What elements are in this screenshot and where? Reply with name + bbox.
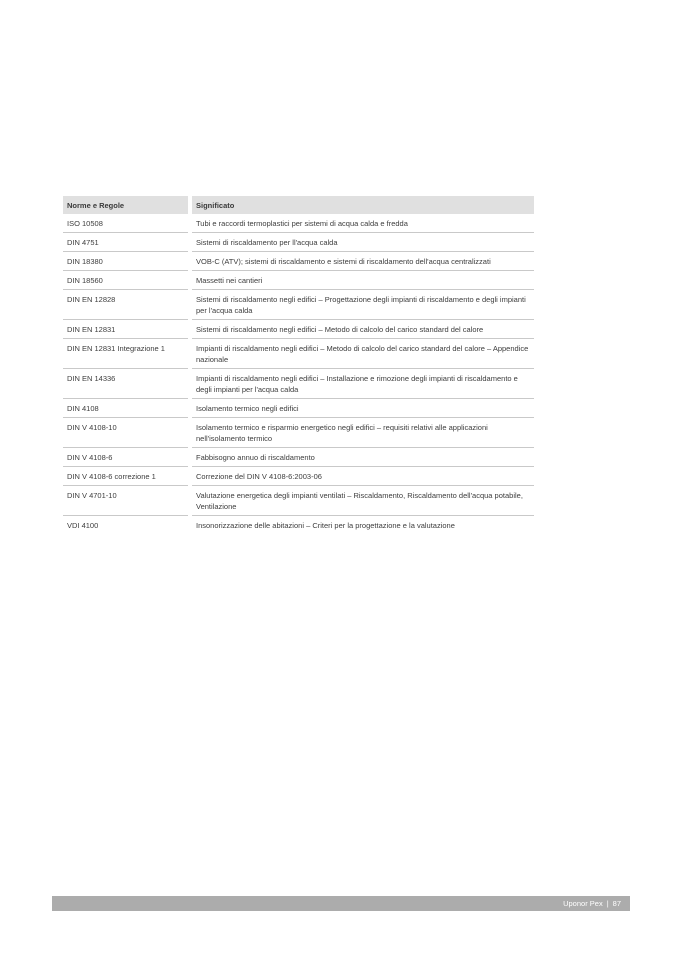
- norm-code-cell: DIN EN 12828: [63, 290, 188, 320]
- table-row: [63, 252, 534, 271]
- table-row: [63, 369, 534, 399]
- meaning-cell: Massetti nei cantieri: [192, 271, 534, 290]
- meaning-cell: Impianti di riscaldamento negli edifici – Metodo di calcolo del carico standard del calore – Appendice nazionale: [192, 339, 534, 369]
- table-row: [63, 271, 534, 290]
- table-row: [63, 290, 534, 320]
- table-header-row: [63, 196, 534, 214]
- norm-code-cell: DIN EN 12831 Integrazione 1: [63, 339, 188, 369]
- norms-table: [63, 196, 534, 534]
- meaning-cell: Sistemi di riscaldamento per ll'acqua calda: [192, 233, 534, 252]
- meaning-cell: Valutazione energetica degli impianti ventilati – Riscaldamento, Riscaldamento dell'acqua potabile, Ventilazione: [192, 486, 534, 516]
- table-row: [63, 516, 534, 534]
- table-row: [63, 320, 534, 339]
- column-header-norme: Norme e Regole: [63, 196, 188, 214]
- norm-code-cell: ISO 10508: [63, 214, 188, 233]
- meaning-cell: VOB-C (ATV); sistemi di riscaldamento e sistemi di riscaldamento dell'acqua centralizzati: [192, 252, 534, 271]
- norm-code-cell: DIN V 4108-6: [63, 448, 188, 467]
- meaning-cell: Insonorizzazione delle abitazioni – Criteri per la progettazione e la valutazione: [196, 521, 455, 530]
- footer-page-number: 87: [612, 899, 621, 908]
- table-row: [63, 418, 534, 448]
- table-row: [63, 399, 534, 418]
- norm-code-cell: DIN 18380: [63, 252, 188, 271]
- meaning-cell: Correzione del DIN V 4108-6:2003-06: [192, 467, 534, 486]
- table-row: [63, 339, 534, 369]
- norm-code-cell: DIN V 4701-10: [63, 486, 188, 516]
- footer-brand: Uponor Pex: [563, 899, 603, 908]
- meaning-cell: Impianti di riscaldamento negli edifici – Installazione e rimozione degli impianti di riscaldamento e degli impianti per l'acqua calda: [192, 369, 534, 399]
- table-row: [63, 467, 534, 486]
- meaning-cell: Fabbisogno annuo di riscaldamento: [192, 448, 534, 467]
- norm-code-cell: DIN 4751: [63, 233, 188, 252]
- norm-code-cell: DIN EN 14336: [63, 369, 188, 399]
- meaning-cell: Isolamento termico negli edifici: [192, 399, 534, 418]
- meaning-cell: Tubi e raccordi termoplastici per sistemi di acqua calda e fredda: [192, 214, 534, 233]
- page-footer-bar: [52, 896, 630, 911]
- table-row: [63, 448, 534, 467]
- column-header-significato: Significato: [192, 196, 534, 214]
- norm-code-cell: VDI 4100: [67, 521, 99, 530]
- meaning-cell: Sistemi di riscaldamento negli edifici – Metodo di calcolo del carico standard del calore: [192, 320, 534, 339]
- norm-code-cell: DIN 18560: [63, 271, 188, 290]
- meaning-cell: Isolamento termico e risparmio energetico negli edifici – requisiti relativi alle applicazioni nell'isolamento termico: [192, 418, 534, 448]
- norm-code-cell: DIN V 4108-6 correzione 1: [63, 467, 188, 486]
- table-row: [63, 233, 534, 252]
- norm-code-cell: DIN V 4108-10: [63, 418, 188, 448]
- norm-code-cell: DIN EN 12831: [63, 320, 188, 339]
- table-row: [63, 214, 534, 233]
- meaning-cell: Sistemi di riscaldamento negli edifici – Progettazione degli impianti di riscaldamento e degli impianti per l'acqua calda: [192, 290, 534, 320]
- norm-code-cell: DIN 4108: [63, 399, 188, 418]
- table-row: [63, 486, 534, 516]
- footer-separator: |: [606, 899, 609, 908]
